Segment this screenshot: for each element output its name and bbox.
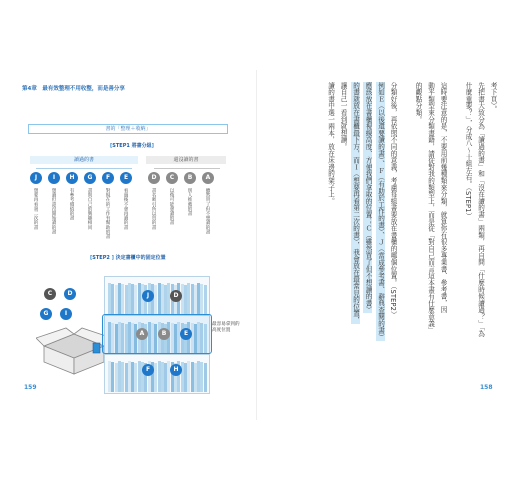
category-circle-j: J [30, 172, 42, 184]
category-circle-c: C [166, 172, 178, 184]
category-caption: 有參考價值的書 [69, 188, 74, 221]
shelf-circle-h: H [170, 364, 182, 376]
shelf-circle-f: F [142, 364, 154, 376]
body-text-column: 考下頁）。 [489, 82, 497, 113]
shelf-circle-e: E [180, 328, 192, 340]
category-circle-e: E [120, 172, 132, 184]
box-circle-g: G [40, 308, 52, 320]
shelf-circle-a: A [136, 328, 148, 340]
left-page [18, 76, 250, 416]
body-text-column: 先把書大致分為「讀過的書」和「沒在讀的書」兩類，再自問「什麼時候讀過？」「為 [476, 82, 485, 338]
category-caption: 書名吸引所以買的書 [151, 188, 156, 230]
category-caption: 看過後不會再讀的書 [123, 188, 128, 230]
book-icon [92, 342, 102, 354]
chapter-header: 第4章 最有效整理不用收整，而是善分享 [22, 86, 125, 92]
eye-level-shelf-highlight [102, 314, 212, 354]
body-text-column: 的書就放在書櫃最下方，而Ｉ（想要再看第二次的書），我會放在最常見的位置， [351, 82, 360, 324]
shelf-book [204, 363, 207, 392]
body-text-column: 動平類型來分類書籍，請從對我的類型上，而是從「對自己而言這本書有什麼意義」 [426, 82, 435, 334]
shelf-circle-b: B [158, 328, 170, 340]
body-text-column: 這時要注意的是，不要用前幾種類來分類，就算你有很多專業書、參考書，因 [439, 82, 447, 314]
category-caption: 想要再看第二次的書 [33, 188, 38, 230]
shelf-book [204, 285, 207, 314]
shelf-circle-j: J [142, 290, 154, 302]
category-caption: 書與自己的興趣相同 [87, 188, 92, 230]
shelf-circle-d: D [170, 290, 182, 302]
right-page-number: 158 [480, 384, 493, 391]
organize-box-label: 書的「整理＋收納」 [28, 124, 228, 134]
body-text-column: 分類好後，再依照不同的意義，考慮每組書要放在書櫃的哪個位置。（STEP2） [389, 82, 397, 318]
category-caption: 別人推薦的書 [187, 188, 192, 216]
step2-title: 決定書櫃中的固定位置 [115, 255, 166, 261]
step1-heading: [STEP1 將書分組] [110, 143, 154, 149]
box-circle-i: I [60, 308, 72, 320]
body-text-column: 讀的書中選一兩本，放在床邊的架子上。 [326, 82, 335, 205]
body-text-column: 什麼重要？」，分成八〜十組左右。（STEP1） [464, 82, 472, 220]
category-read: 讀過的書 [30, 156, 138, 164]
body-text-column: 的觀點分類。 [414, 82, 422, 123]
category-caption: 以後可能會讀的書 [169, 188, 174, 225]
category-circle-d: D [148, 172, 160, 184]
category-unread: 還沒讀的書 [146, 156, 226, 164]
body-text-column: 應該放在書櫃視線高度、方便我們拿取的位置；Ｃ（雖然買了但不想讀的書） [364, 82, 372, 314]
shelf-note: 最容易拿到的高度位置 [212, 322, 240, 333]
step1-title: 將書分組 [131, 143, 152, 149]
left-page-number: 159 [24, 384, 37, 391]
category-circle-f: F [102, 172, 114, 184]
category-circle-g: G [84, 172, 96, 184]
category-circle-b: B [184, 172, 196, 184]
step2-label: STEP2 [92, 255, 110, 261]
right-page [262, 76, 502, 416]
category-caption: 雖然買了但不想讀的書 [205, 188, 210, 234]
category-circle-i: I [48, 172, 60, 184]
box-circle-d: D [64, 288, 76, 300]
category-circle-a: A [202, 172, 214, 184]
category-caption: 想讀但還沒開始讀的書 [51, 188, 56, 234]
step1-label: STEP1 [112, 143, 130, 149]
body-text-column: 例如Ｅ（以後還要讀的書）、Ｆ（有助於工作的書）、Ｊ（當成參考書、辭典查閱的書） [376, 82, 385, 341]
category-circle-h: H [66, 172, 78, 184]
body-text-column: 讓自己一看到就想讀。 [339, 82, 347, 150]
step2-heading: [STEP2 ] 決定書櫃中的固定位置 [90, 255, 166, 261]
category-caption: 對現在的工作有幫助的書 [105, 188, 110, 239]
box-circle-c: C [44, 288, 56, 300]
book-spine [256, 70, 257, 420]
